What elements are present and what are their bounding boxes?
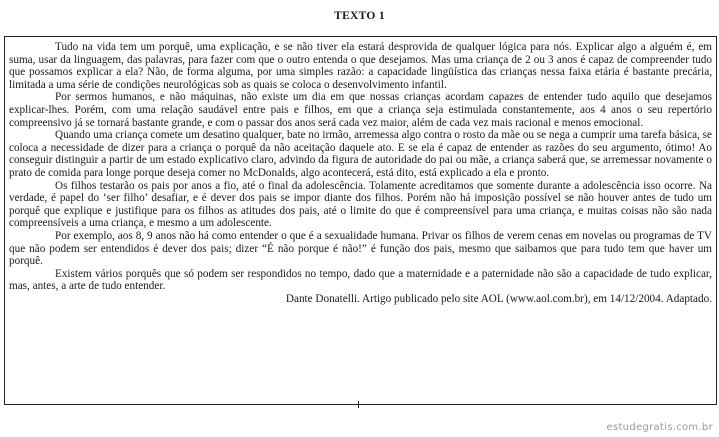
paragraph-6: Existem vários porquês que só podem ser respondidos no tempo, dado que a maternidade e a paternidade não são a capacidade de tudo explicar, mas, antes, a arte de tudo entender. [9, 267, 712, 293]
page-divider-tick [358, 401, 359, 408]
paragraph-5: Por exemplo, aos 8, 9 anos não há como entender o que é a sexualidade humana. Privar os filhos de verem cenas em novelas ou programas de TV que não podem ser entendidos é dever dos pais; dizer “É não porque é não!” é função dos pais, mesmo que saibamos que para tudo tem que haver um porquê. [9, 229, 712, 268]
paragraph-2: Por sermos humanos, e não máquinas, não existe um dia em que nossas crianças acordam capazes de entender tudo aquilo que desejamos explicar-lhes. Porém, com uma relação saudável entre pais e filhos, em que a criança seja estimulada constantemente, aos 4 anos o seu repertório compreensivo já se tornará bastante grande, e com o passar dos anos será cada vez maior, além de cada vez mais racional e menos emocional. [9, 91, 712, 129]
text-title: TEXTO 1 [334, 10, 385, 22]
paragraph-3: Quando uma criança comete um desatino qualquer, bate no irmão, arremessa algo contra o rosto da mãe ou se nega a cumprir uma tarefa básica, se coloca a necessidade de dizer para a criança o porquê da não aceitação daquele ato. E se ela é capaz de entender as razões do seu argumento, ótimo! Ao conseguir distinguir a partir de um estado explicativo claro, advindo da figura de autoridade do pai ou mãe, a criança saberá que, se arremessar novamente o prato de comida para longe porque deseja comer no McDonalds, algo acontecerá, está dito, está explicado a ela e pronto. [9, 129, 712, 179]
paragraph-4: Os filhos testarão os pais por anos a fio, até o final da adolescência. Tolamente acreditamos que somente durante a adolescência isso ocorre. Na verdade, é papel do ‘ser filho’ desafiar, e é dever dos pais se impor diante dos filhos. Porém não há imposição possível se não houver antes de tudo um porquê que explique e justifique para os filhos as atitudes dos pais, até o limite do que é compreensível para uma criança, e muitas coisas não são nada compreensíveis a uma criança, e mesmo a um adolescente. [9, 179, 712, 230]
source-citation: Dante Donatelli. Artigo publicado pelo site AOL (www.aol.com.br), em 14/12/2004. Adaptado. [285, 292, 712, 305]
site-watermark: estudegratis.com.br [606, 422, 713, 433]
paragraph-1: Tudo na vida tem um porquê, uma explicação, e se não tiver ela estará desprovida de qualquer lógica para nós. Explicar algo a alguém é, em suma, usar da linguagem, das palavras, para fazer com que o outro entenda o que desejamos. Mas uma criança de 2 ou 3 anos é capaz de compreender tudo que possamos explicar a ela? Não, de forma alguma, por uma simples razão: a capacidade lingüística das crianças nessa faixa etária é bastante precária, limitada a uma série de condições neurológicas sob as quais se coloca o desenvolvimento infantil. [9, 41, 712, 91]
text-box [4, 36, 717, 405]
